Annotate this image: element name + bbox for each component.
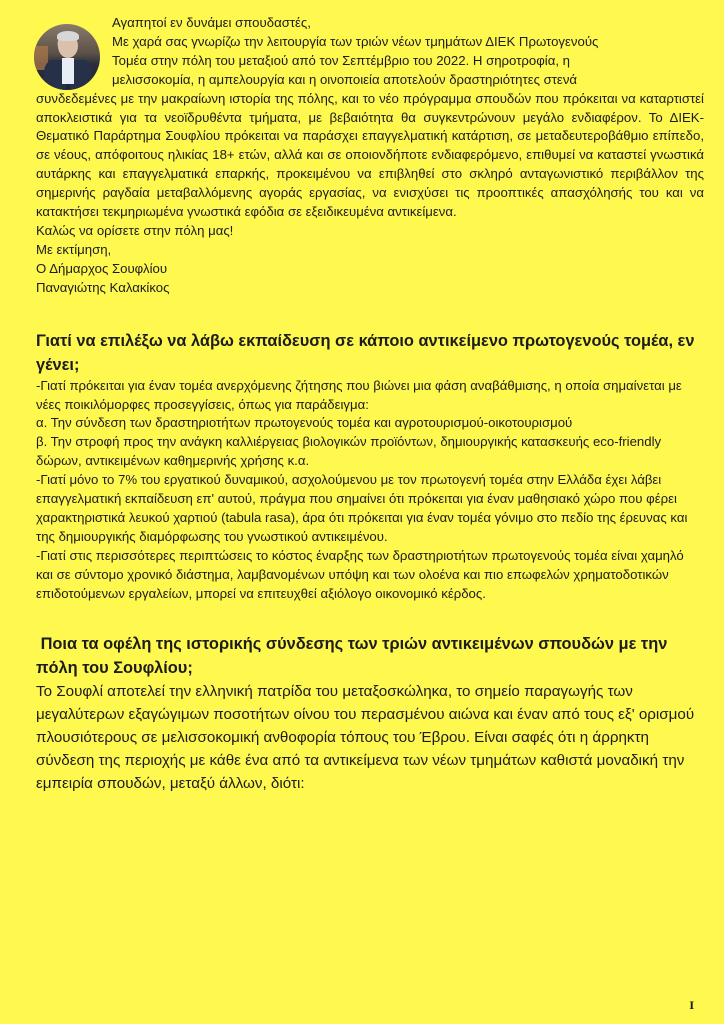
- signature-name: Παναγιώτης Καλακίκος: [36, 279, 170, 295]
- section-historic-connection: [36, 632, 704, 795]
- mayor-letter: [36, 14, 704, 298]
- section-heading: Γιατί να επιλέξω να λάβω εκπαίδευση σε κάποιο αντικείμενο πρωτογενούς τομέα, εν γένει;: [36, 331, 695, 374]
- letter-line: μελισσοκομία, η αμπελουργία και η οινοποιεία αποτελούν δραστηριότητες στενά: [112, 71, 578, 87]
- letter-regards: Με εκτίμηση,: [36, 241, 112, 257]
- letter-closing: Καλώς να ορίσετε στην πόλη μας!: [36, 222, 234, 238]
- page-number: I: [689, 1001, 694, 1012]
- signature-title: Ο Δήμαρχος Σουφλίου: [36, 260, 168, 276]
- letter-line: Τομέα στην πόλη του μεταξιού από τον Σεπτέμβριο του 2022. Η σηροτροφία, η: [112, 52, 571, 68]
- letter-greeting: Αγαπητοί εν δυνάμει σπουδαστές,: [112, 15, 311, 30]
- section-paragraph: α. Την σύνδεση των δραστηριοτήτων πρωτογενούς τομέα και αγροτουρισμού-οικοτουρισμού: [36, 415, 573, 431]
- document-page: [36, 14, 704, 795]
- section-why-primary-sector: [36, 329, 704, 604]
- section-paragraph: Το Σουφλί αποτελεί την ελληνική πατρίδα του μεταξοσκώληκα, το σημείο παραγωγής των μεγαλύτερων εξαγώγιμων ποσοτήτων οίνου του περασμένου αιώνα και έναν από τους εξ' ορισμού πλουσιότερους σε μελισσοκομική ανθοφορία τόπους του Έβρου. Είναι σαφές ότι η άρρηκτη σύνδεση της περιοχής με κάθε ένα από τα αντικείμενα των νέων τμημάτων καθιστά μοναδική την εμπειρία σπουδών, μεταξύ άλλων, διότι:: [36, 683, 695, 793]
- letter-line: Με χαρά σας γνωρίζω την λειτουργία των τριών νέων τμημάτων ΔΙΕΚ Πρωτογενούς: [112, 33, 599, 49]
- mayor-portrait-photo: [34, 24, 100, 90]
- section-paragraph: -Γιατί πρόκειται για έναν τομέα ανερχόμενης ζήτησης που βιώνει μια φάση αναβάθμισης, η οποία σημαίνεται με νέες ποικιλόμορφες προσεγγίσεις, όπως για παράδειγμα:: [36, 377, 682, 412]
- section-paragraph: -Γιατί μόνο το 7% του εργατικού δυναμικού, ασχολούμενου με τον πρωτογενή τομέα στην Ελλάδα έχει λάβει επαγγελματική εκπαίδευση επ' αυτού, πράγμα που σημαίνει ότι πρόκειται για έναν μαθησιακό χώρο που φέρει χαρακτηριστικά λευκού χαρτιού (tabula rasa), άρα ότι πρόκειται για έναν τομέα γόνιμο στο πεδίο της έρευνας και της δημιουργικής διαμόρφωσης του γνωστικού αντικειμένου.: [36, 472, 688, 544]
- section-heading: Ποια τα οφέλη της ιστορικής σύνδεσης των τριών αντικειμένων σπουδών με την πόλη του Σουφλίου;: [36, 635, 672, 678]
- section-paragraph: -Γιατί στις περισσότερες περιπτώσεις το κόστος έναρξης των δραστηριοτήτων πρωτογενούς τομέα είναι χαμηλό και σε σύντομο χρονικό διάστημα, λαμβανομένων υπόψη και των ολοένα και πιο επωφελών χρηματοδοτικών επιδοτούμενων εργαλείων, μπορεί να επιτευχθεί αξιόλογο οικονομικό κέρδος.: [36, 547, 684, 601]
- section-paragraph: β. Την στροφή προς την ανάγκη καλλιέργειας βιολογικών προϊόντων, δημιουργικής κατασκευής eco-friendly δώρων, αντικειμένων καθημερινής χρήσης κ.α.: [36, 434, 662, 469]
- letter-body: συνδεδεμένες με την μακραίωνη ιστορία της πόλης, και το νέο πρόγραμμα σπουδών που πρόκειται να καταρτιστεί αποκλειστικά για τα νεοϊδρυθέντα τμήματα, με βεβαιότητα θα συγκεντρώνουν μεγάλο ενδιαφέρον. Το ΔΙΕΚ-Θεματικό Παράρτημα Σουφλίου πρόκειται να παράσχει επαγγελματική κατάρτιση, σε μεταδευτεροβάθμιο επίπεδο, σε νέους, απόφοιτους ηλικίας 18+ ετών, αλλά και σε οποιονδήποτε ενδιαφερόμενο, επιθυμεί να καταστεί γνωστικά αυτάρκης και επαγγελματικά επαρκής, προκειμένου να επιβληθεί στο σκληρό ανταγωνιστικό περιβάλλον της σημερινής ραγδαία μεταβαλλόμενης αγοράς εργασίας, να ενισχύσει τις προοπτικές απασχόλησής του και να κατακτήσει τεκμηριωμένα γνωστικά εφόδια σε εξειδικευμένα αντικείμενα.: [36, 90, 704, 220]
